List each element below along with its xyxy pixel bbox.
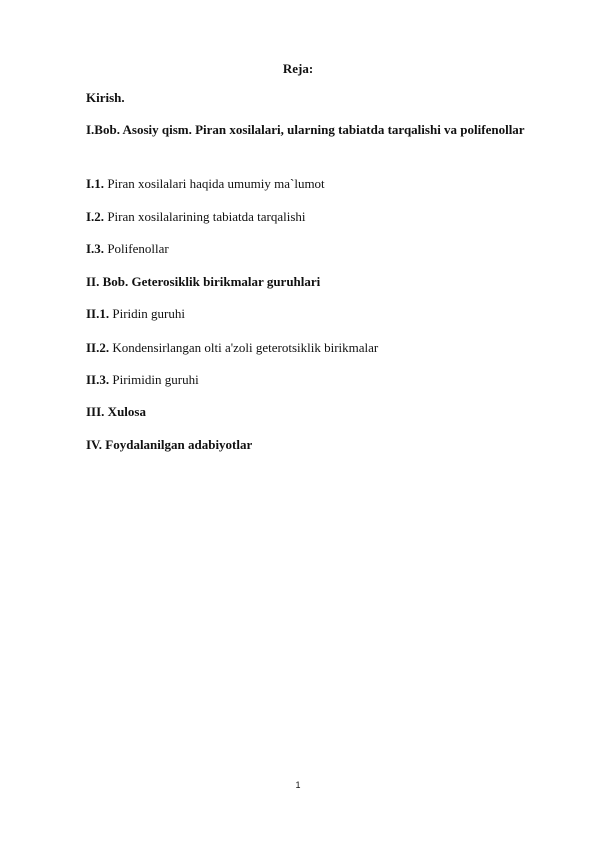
toc-section-2-2 [86,337,526,359]
section-number: II.1. [86,306,110,321]
toc-intro: Kirish. [86,90,125,105]
section-title: Pirimidin guruhi [112,372,199,387]
toc-section-1-1 [86,173,526,195]
section-number: II.2. [86,340,110,355]
section-title: Piran xosilalarining tabiatda tarqalishi [107,209,306,224]
page-title: Reja: [282,61,314,76]
section-title: Kondensirlangan olti a'zoli geterotsiklik birikmalar [112,340,379,355]
toc-section-2-3 [86,369,526,391]
section-number: I.3. [86,241,105,256]
section-number: II.3. [86,372,110,387]
section-title: Polifenollar [107,241,169,256]
toc-chapter-2: II. Bob. Geterosiklik birikmalar guruhlari [86,274,321,289]
section-number: I.2. [86,209,105,224]
toc-chapter-1: I.Bob. Asosiy qism. Piran xosilalari, ularning tabiatda tarqalishi va polifenollar [86,122,525,137]
page-number: 1 [295,780,301,790]
toc-section-1-2 [86,206,526,228]
section-number: I.1. [86,176,105,191]
toc-references: IV. Foydalanilgan adabiyotlar [86,437,253,452]
toc-conclusion: III. Xulosa [86,404,146,419]
section-title: Piridin guruhi [112,306,185,321]
section-title: Piran xosilalari haqida umumiy ma`lumot [107,176,325,191]
toc-section-2-1 [86,303,526,325]
toc-section-1-3 [86,238,526,260]
